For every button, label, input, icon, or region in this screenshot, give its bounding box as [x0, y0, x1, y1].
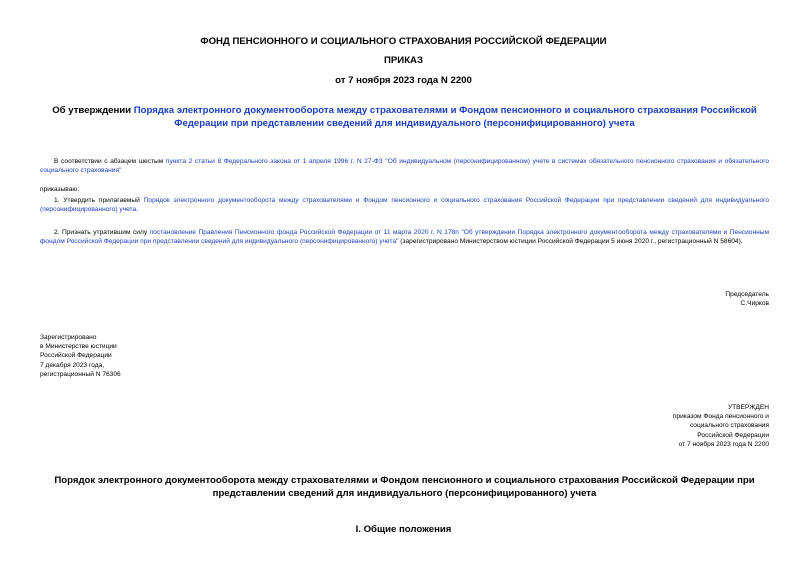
title-prefix: Об утверждении — [52, 105, 134, 116]
preamble-law-link[interactable]: пункта 2 статьи 8 Федерального закона от 1 апреля 1996 г. N 27-ФЗ "Об индивидуальном (персонифицированном) учете в системах обязательного пенсионного страхования и обязательного социального страхования" — [40, 158, 769, 175]
item-1 — [40, 196, 769, 214]
org-name: ФОНД ПЕНСИОННОГО И СОЦИАЛЬНОГО СТРАХОВАНИЯ РОССИЙСКОЙ ФЕДЕРАЦИИ — [200, 36, 607, 47]
preamble — [40, 157, 769, 175]
section-heading: I. Общие положения — [355, 524, 452, 535]
item-2-text: 2. Признать утратившим силу — [54, 229, 150, 236]
item-2-resolution-link[interactable]: постановление Правления Пенсионного фонда Российской Федерации от 11 марта 2020 г. N 178п "Об утверждении Порядка электронного документооборота между страхователями и Пенсионным фондом Российской Федерации при представлении сведений для индивидуального (персонифицированного) учета" — [40, 229, 770, 246]
item-2 — [40, 228, 769, 246]
item-1-end: . — [136, 206, 139, 214]
title-link[interactable]: Порядка электронного документооборота между страхователями и Фондом пенсионного и социального страхования Российской Федерации при представлении сведений для индивидуального (персонифицированного) учета — [133, 105, 757, 129]
signature-role: Председатель — [725, 291, 769, 298]
registration-line: регистрационный N 76306 — [40, 370, 121, 378]
item-2-end: (зарегистрировано Министерством юстиции Российской Федерации 5 июня 2020 г., регистрационный N 58604). — [398, 238, 743, 246]
signature-name: С.Чирков — [740, 300, 769, 308]
item-1-text: 1. Утвердить прилагаемый — [54, 197, 144, 204]
approved-line: Российской Федерации — [697, 431, 769, 439]
registration-line: Зарегистрировано — [40, 334, 97, 341]
procedure-title: Порядок электронного документооборота между страхователями и Фондом пенсионного и социального страхования Российской Федерации при представлении сведений для индивидуального (персонифицированного) учета — [54, 475, 755, 499]
signature — [725, 290, 769, 308]
approved-line: приказом Фонда пенсионного и — [672, 413, 769, 421]
approved-line: от 7 ноября 2023 года N 2200 — [678, 440, 769, 448]
doc-type: ПРИКАЗ — [384, 55, 423, 66]
item-1-procedure-link[interactable]: Порядок электронного документооборота между страхователями и Фондом пенсионного и социального страхования Российской Федерации при представлении сведений для индивидуального (персонифицированного) учета — [40, 197, 770, 214]
approved-block — [673, 403, 769, 449]
preamble-text: В соответствии с абзацем шестым — [54, 158, 166, 165]
registration-line: 7 декабря 2023 года, — [40, 361, 105, 369]
approved-line: социального страхования — [689, 422, 769, 430]
approved-line: УТВЕРЖДЕН — [727, 404, 769, 411]
registration-block — [40, 333, 121, 379]
registration-line: в Министерстве юстиции — [40, 343, 117, 351]
registration-line: Российской Федерации — [40, 352, 112, 360]
doc-date-number: от 7 ноября 2023 года N 2200 — [335, 75, 472, 86]
document-title — [40, 104, 769, 130]
order-word: приказываю: — [40, 186, 80, 193]
